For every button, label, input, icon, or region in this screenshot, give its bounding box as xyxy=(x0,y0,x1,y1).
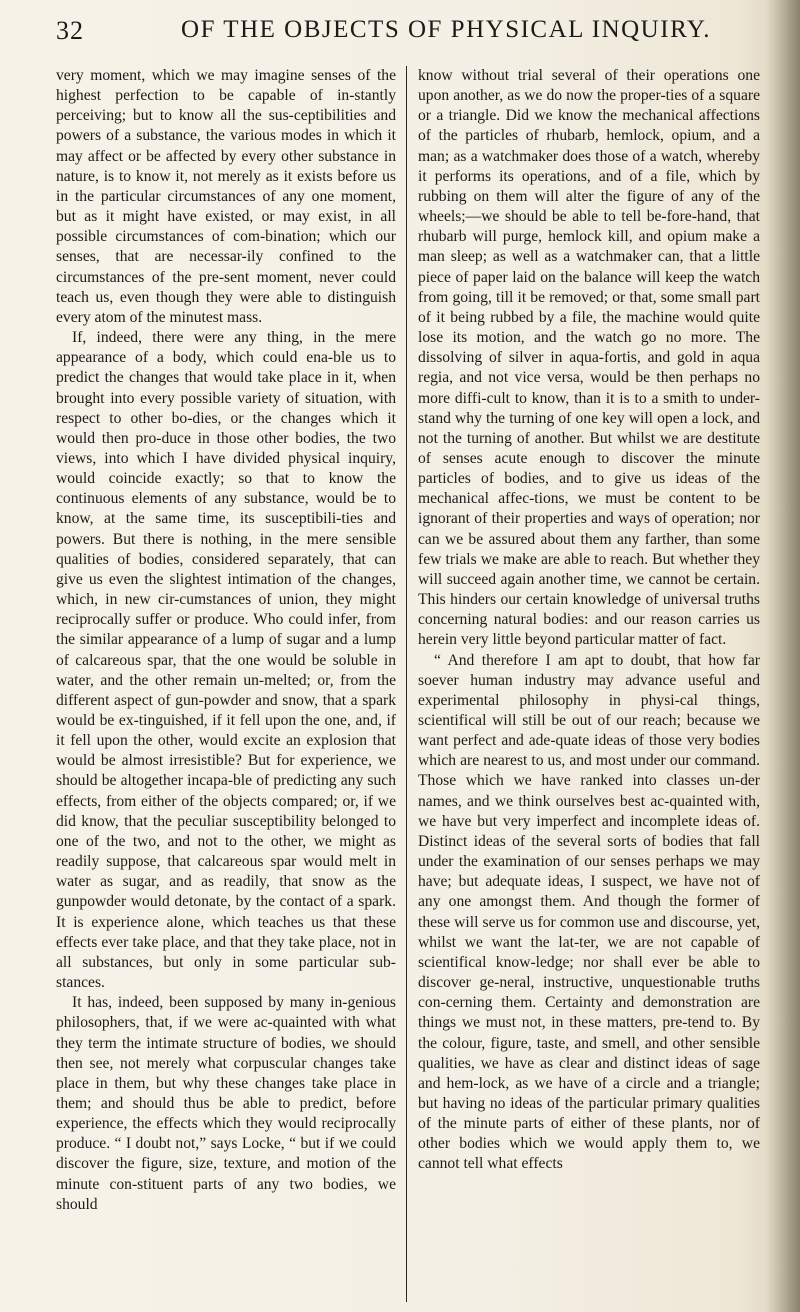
right-column xyxy=(418,66,760,1302)
column-divider xyxy=(406,66,407,1302)
paragraph: “ And therefore I am apt to doubt, that how far soever human industry may advance useful and experimental philosophy in physi-cal things, scientifical will still be out of our reach; because we want perfect and ade-quate ideas of those very bodies which are nearest to us, and most under our command. Those which we have ranked into classes un-der names, and we think ourselves best ac-quainted with, we have but very imperfect and incomplete ideas of. Distinct ideas of the several sorts of bodies that fall under the examination of our senses perhaps we may have; but adequate ideas, I suspect, we have not of any one amongst them. And though the former of these will serve us for common use and discourse, yet, whilst we want the lat-ter, we are not capable of scientifical know-ledge; nor shall ever be able to discover ge-neral, instructive, unquestionable truths con-cerning them. Certainty and demonstration are things we must not, in these matters, pre-tend to. By the colour, figure, taste, and smell, and other sensible qualities, we have as clear and distinct ideas of sage and hem-lock, as we have of a circle and a triangle; but having no ideas of the particular primary qualities of the minute parts of either of these plants, nor of other bodies which we would apply them to, we cannot tell what effects xyxy=(418,651,760,1173)
paragraph: know without trial several of their operations one upon another, as we do now the proper-ties of a square or a triangle. Did we know the mechanical affections of the particles of rhubarb, hemlock, opium, and a man; as a watchmaker does those of a watch, whereby it performs its operations, and of a file, which by rubbing on them will alter the figure of any of the wheels;—we should be able to tell be-fore-hand, that rhubarb will purge, hemlock kill, and opium make a man sleep; as well as a watchmaker can, that a little piece of paper laid on the balance will keep the watch from going, till it be removed; or that, some small part of it being rubbed by a file, the machine would quite lose its motion, and the watch go no more. The dissolving of silver in aqua-fortis, and gold in aqua regia, and not vice versa, would be then perhaps no more diffi-cult to know, than it is to a smith to under-stand why the turning of one key will open a lock, and not the turning of another. But whilst we are destitute of senses acute enough to discover the minute particles of bodies, and to give us ideas of the mechanical affec-tions, we must be content to be ignorant of their properties and ways of operation; nor can we be assured about them any farther, than some few trials we make are able to reach. But whether they will succeed again another time, we cannot be certain. This hinders our certain knowledge of universal truths concerning natural bodies: and our reason carries us herein very little beyond particular matter of fact. xyxy=(418,67,760,649)
paragraph: very moment, which we may imagine senses of the highest perfection to be capable of in-stantly perceiving; but to know all the sus-ceptibilities and powers of a substance, the various modes in which it may affect or be affected by every other substance in nature, is to know it, not merely as it exists before us in the particular circumstances of any one moment, but as it might have existed, or may exist, in all possible circumstances of com-bination; which our senses, that are necessar-ily confined to the circumstances of the pre-sent moment, never could teach us, even though they were able to distinguish every atom of the minutest mass. xyxy=(56,67,396,326)
left-column xyxy=(56,66,396,1302)
page-header xyxy=(56,10,772,50)
running-head: OF THE OBJECTS OF PHYSICAL INQUIRY. xyxy=(181,16,711,43)
page-edge-shadow xyxy=(766,0,800,1312)
page-number: 32 xyxy=(56,16,84,45)
paragraph: It has, indeed, been supposed by many in-genious philosophers, that, if we were ac-quainted with what they term the intimate structure of bodies, we should then see, not merely what corpuscular changes take place in them, but why these changes take place in them; and should thus be able to predict, before experience, the effects which they would reciprocally produce. “ I doubt not,” says Locke, “ but if we could discover the figure, size, texture, and motion of the minute con-stituent parts of any two bodies, we should xyxy=(56,994,396,1213)
paragraph: If, indeed, there were any thing, in the mere appearance of a body, which could ena-ble us to predict the changes that would take place in it, when brought into every possible variety of situation, with respect to other bo-dies, or the changes which it would then pro-duce in those other bodies, the two views, into which I have divided physical inquiry, would coincide exactly; so that to know the continuous elements of any substance, would be to know, at the same time, its susceptibili-ties and powers. But there is nothing, in the mere sensible qualities of bodies, considered separately, that can give us even the slightest intimation of the changes, which, in new cir-cumstances of union, they might reciprocally suffer or produce. Who could infer, from the similar appearance of a lump of sugar and a lump of calcareous spar, that the one would be soluble in water, and the other remain un-melted; or, from the different aspect of gun-powder and snow, that a spark would be ex-tinguished, if it fell upon the one, and, if it fell upon the other, would excite an explosion that would be almost irresistible? But for experience, we should be altogether incapa-ble of predicting any such effects, from either of the objects compared; or, if we did know, that the peculiar susceptibility belonged to one of the two, and not to the other, we might as readily suppose, that calcareous spar would melt in water as sugar, and as readily, that snow as the gunpowder would detonate, by the contact of a spark. It is experience alone, which teaches us that these effects ever take place, and that they take place, not in all substances, but only in some particular sub-stances. xyxy=(56,329,396,992)
